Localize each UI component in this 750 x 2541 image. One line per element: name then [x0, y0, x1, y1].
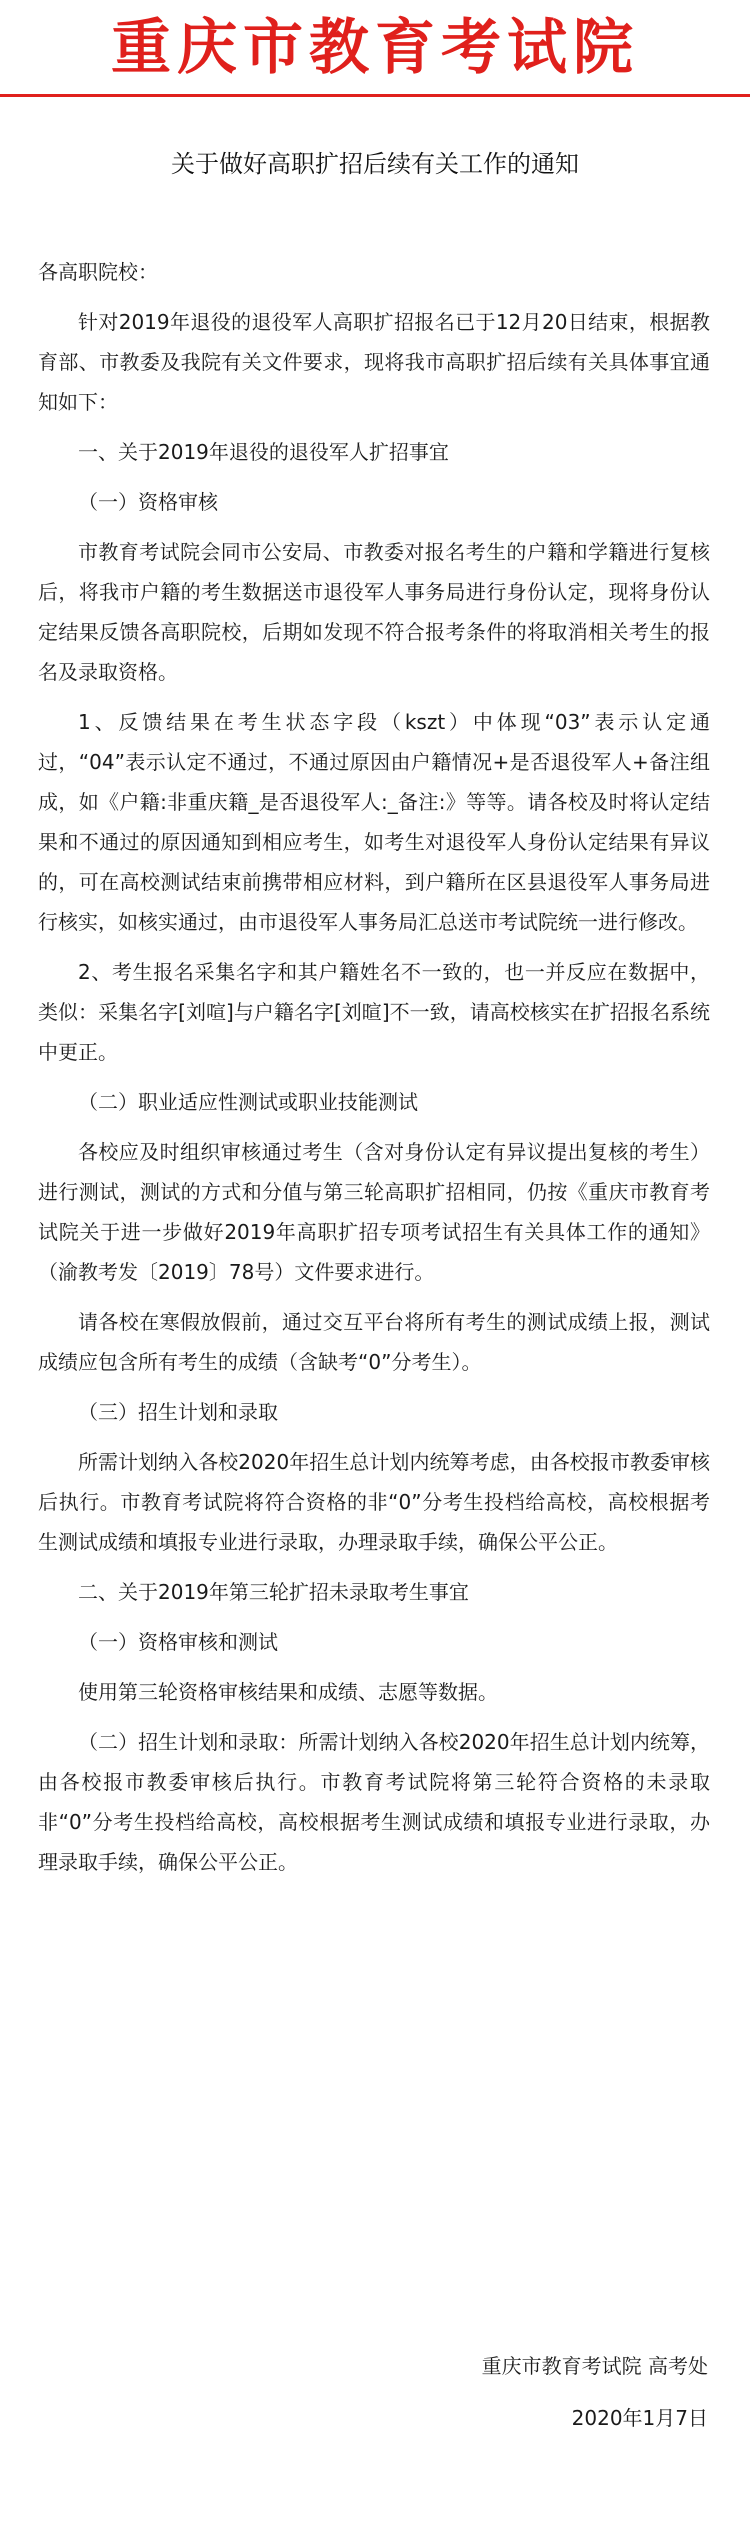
salutation: 各高职院校：: [38, 260, 158, 284]
paragraph-item-1: 1、反馈结果在考生状态字段（kszt）中体现“03”表示认定通过，“04”表示认定不通过，不通过原因由户籍情况+是否退役军人+备注组成，如《户籍:非重庆籍_是否退役军人:_备注:》等等。请各校及时将认定结果和不通过的原因通知到相应考生，如考生对退役军人身份认定结果有异议的，可在高校测试结束前携带相应材料，到户籍所在区县退役军人事务局进行核实，如核实通过，由市退役军人事务局汇总送市考试院统一进行修改。: [38, 710, 710, 934]
signature-issuer: 重庆市教育考试院 高考处: [481, 2354, 708, 2378]
paragraph-testing: 各校应及时组织审核通过考生（含对身份认定有异议提出复核的考生）进行测试，测试的方式和分值与第三轮高职扩招相同，仍按《重庆市教育考试院关于进一步做好2019年高职扩招专项考试招生有关具体工作的通知》（渝教考发〔2019〕78号）文件要求进行。: [38, 1140, 710, 1284]
paragraph-use-data: 使用第三轮资格审核结果和成绩、志愿等数据。: [78, 1680, 498, 1704]
signature-date: 2020年1月7日: [571, 2406, 708, 2430]
section-heading-2: 二、关于2019年第三轮扩招未录取考生事宜: [78, 1580, 469, 1604]
paragraph-plan-admission: 所需计划纳入各校2020年招生总计划内统筹考虑，由各校报市教委审核后执行。市教育考试院将符合资格的非“0”分考生投档给高校，高校根据考生测试成绩和填报专业进行录取，办理录取手续，确保公平公正。: [38, 1450, 710, 1554]
document-title: 关于做好高职扩招后续有关工作的通知: [171, 150, 579, 178]
masthead: [0, 0, 750, 100]
subsection-heading-1-2: （二）职业适应性测试或职业技能测试: [78, 1090, 418, 1114]
subsection-heading-1-3: （三）招生计划和录取: [78, 1400, 278, 1424]
masthead-red-rule: [0, 94, 750, 97]
subsection-heading-2-1: （一）资格审核和测试: [78, 1630, 278, 1654]
paragraph-item-2: 2、考生报名采集名字和其户籍姓名不一致的，也一并反应在数据中，类似：采集名字[刘喧]与户籍名字[刘暄]不一致，请高校核实在扩招报名系统中更正。: [38, 960, 710, 1064]
paragraph-plan-admission-2: （二）招生计划和录取：所需计划纳入各校2020年招生总计划内统筹，由各校报市教委审核后执行。市教育考试院将第三轮符合资格的未录取非“0”分考生投档给高校，高校根据考生测试成绩和填报专业进行录取，办理录取手续，确保公平公正。: [38, 1730, 710, 1874]
signature-block: [482, 2346, 708, 2450]
masthead-org-name: 重庆市教育考试院: [111, 13, 639, 83]
paragraph-review: 市教育考试院会同市公安局、市教委对报名考生的户籍和学籍进行复核后，将我市户籍的考生数据送市退役军人事务局进行身份认定，现将身份认定结果反馈各高职院校，后期如发现不符合报考条件的将取消相关考生的报名及录取资格。: [38, 540, 710, 684]
section-heading-1: 一、关于2019年退役的退役军人扩招事宜: [78, 440, 449, 464]
subsection-heading-1-1: （一）资格审核: [78, 490, 218, 514]
paragraph-score-report: 请各校在寒假放假前，通过交互平台将所有考生的测试成绩上报，测试成绩应包含所有考生的成绩（含缺考“0”分考生）。: [38, 1310, 710, 1374]
document-body: [38, 252, 710, 1892]
paragraph-intro: 针对2019年退役的退役军人高职扩招报名已于12月20日结束，根据教育部、市教委及我院有关文件要求，现将我市高职扩招后续有关具体事宜通知如下：: [38, 310, 710, 414]
